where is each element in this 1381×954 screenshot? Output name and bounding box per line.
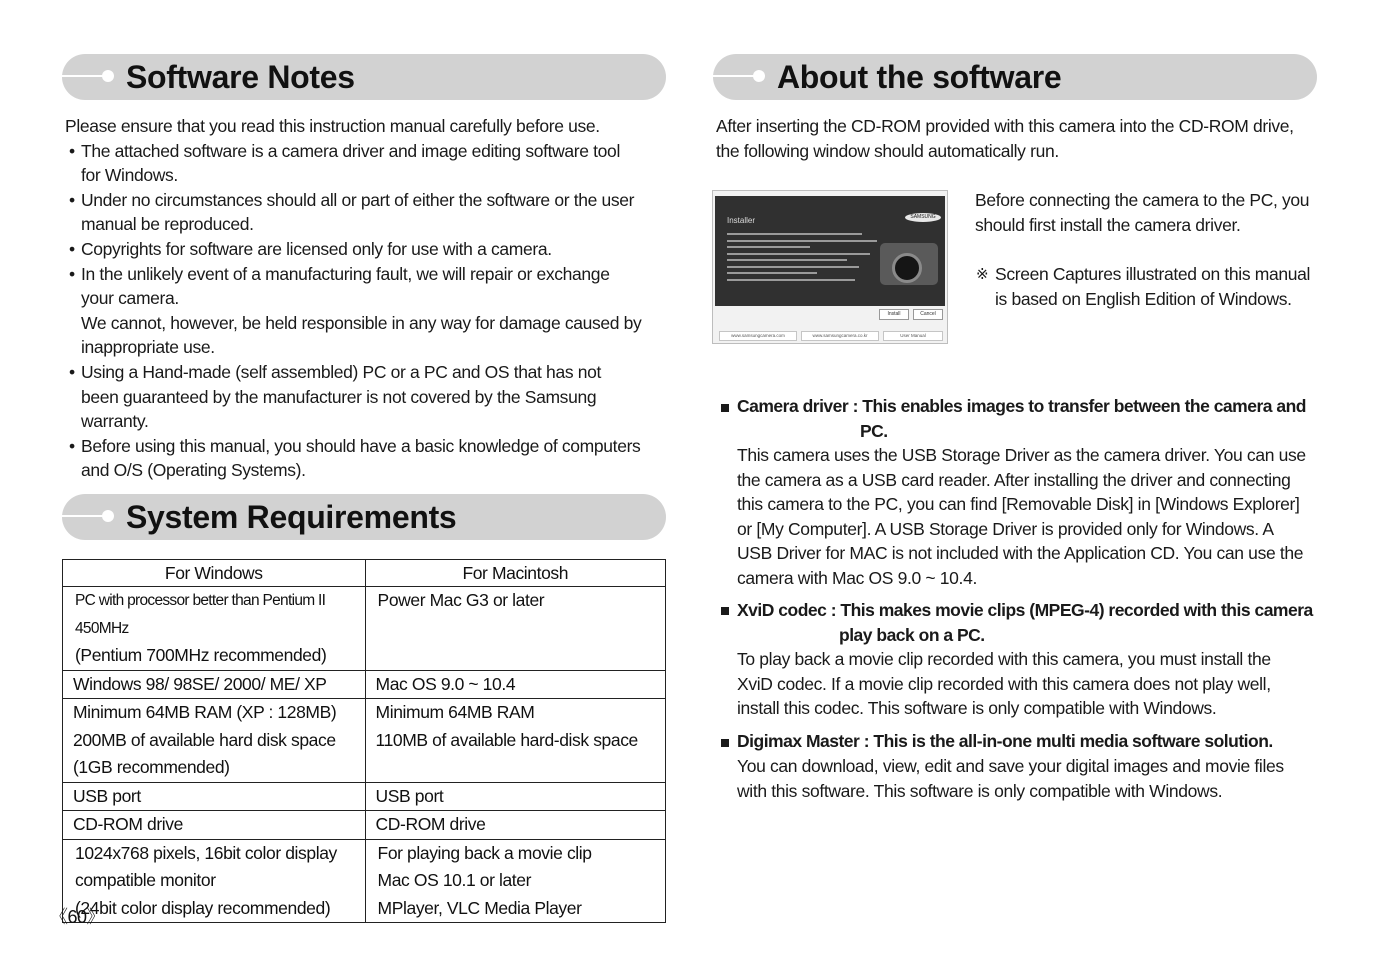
- cell-line: Mac OS 9.0 ~ 10.4: [375, 673, 516, 694]
- table-row: [63, 811, 666, 840]
- system-requirements-table: [62, 559, 666, 923]
- cell-line: Minimum 64MB RAM (XP : 128MB): [73, 702, 337, 722]
- digimax-master-heading: Digimax Master : This is the all-in-one multi media software solution.: [737, 731, 1273, 751]
- install-button: Install: [879, 309, 909, 320]
- cell-line: USB port: [73, 785, 141, 806]
- about-software-title: About the software: [777, 59, 1062, 95]
- software-notes-title: Software Notes: [126, 59, 355, 95]
- xvid-codec-heading: XviD codec : This makes movie clips (MPEG-4) recorded with this camera: [737, 600, 1313, 620]
- list-item: [65, 262, 646, 360]
- xvid-codec-body: To play back a movie clip recorded with this camera, you must install the XviD codec. If a movie clip recorded with this camera does not play well, install this codec. This software is only compatible with Windows.: [737, 649, 1271, 719]
- cell-line: Power Mac G3 or later: [377, 590, 545, 610]
- cell-line: Windows 98/ 98SE/ 2000/ ME/ XP: [73, 673, 327, 694]
- installer-screenshot: [712, 190, 948, 344]
- cell-line: 200MB of available hard disk space: [73, 729, 336, 750]
- bullet-square-icon: [721, 739, 729, 747]
- bullet-square-icon: [721, 607, 729, 615]
- about-intro: After inserting the CD-ROM provided with this camera into the CD-ROM drive, the following window should automatically run.: [716, 116, 1294, 161]
- software-notes-body: [65, 114, 665, 483]
- software-notes-intro: Please ensure that you read this instruction manual carefully before use.: [65, 116, 600, 136]
- cell-line: CD-ROM drive: [375, 814, 486, 834]
- list-item: • Using a Hand-made (self assembled) PC or a PC and OS that has not been guaranteed by the manufacturer is not covered by the Samsung warranty.: [65, 360, 641, 434]
- table-row: [63, 670, 666, 699]
- banner-dot-icon: [753, 70, 765, 82]
- installer-panel: [715, 196, 945, 306]
- banner-dot-icon: [102, 70, 114, 82]
- cell-windows: [63, 782, 366, 811]
- list-item: • Before using this manual, you should have a basic knowledge of computers and O/S (Operating Systems).: [65, 434, 671, 483]
- cell-line: CD-ROM drive: [73, 814, 183, 834]
- cell-line: compatible monitor: [75, 870, 216, 890]
- installer-title: Installer: [727, 216, 756, 225]
- table-row: [63, 839, 666, 923]
- software-notes-list: [65, 139, 665, 483]
- list-item: • The attached software is a camera driver and image editing software tool for Windows.: [65, 139, 641, 188]
- cell-line: USB port: [375, 785, 444, 806]
- cell-line: Mac OS 10.1 or later: [377, 870, 532, 890]
- cell-line: (24bit color display recommended): [75, 897, 331, 918]
- installer-link: www.samsungcamera.com: [719, 331, 797, 341]
- header-macintosh: For Macintosh: [365, 560, 665, 587]
- cell-windows: [63, 839, 366, 923]
- system-requirements-banner: [62, 494, 666, 540]
- samsung-logo: SAMSUNG: [905, 213, 941, 222]
- cell-line: 1024x768 pixels, 16bit color display: [75, 842, 337, 863]
- camera-lens-icon: [892, 253, 922, 283]
- list-item: • Copyrights for software are licensed only for use with a camera.: [65, 237, 665, 262]
- cell-line: (1GB recommended): [73, 757, 230, 777]
- cell-macintosh: [365, 782, 665, 811]
- table-header-row: [63, 560, 666, 587]
- cell-line: For playing back a movie clip: [377, 842, 592, 863]
- table-row: [63, 587, 666, 671]
- cell-line: (Pentium 700MHz recommended): [75, 645, 327, 665]
- cell-line: PC with processor better than Pentium II 450MHz: [75, 592, 326, 637]
- camera-driver-body: This camera uses the USB Storage Driver as the camera driver. You can use the camera as a USB card reader. After installing the driver and connecting this camera to the PC, you can find [Removable Disk] in [Windows Explorer] or [My Computer]. A USB Storage Driver is provided only for Windows. A USB Driver for MAC is not included with the Application CD. You can use the camera with Mac OS 9.0 ~ 10.4.: [737, 445, 1306, 588]
- installer-text-lines: [727, 233, 877, 285]
- cell-line: Minimum 64MB RAM: [375, 702, 535, 722]
- cell-macintosh: [365, 670, 665, 699]
- cell-windows: [63, 587, 366, 671]
- installer-link: User Manual: [883, 331, 943, 341]
- digimax-master-body: You can download, view, edit and save your digital images and movie files with this software. This software is only compatible with Windows.: [737, 756, 1284, 801]
- cell-windows: [63, 699, 366, 783]
- list-item: • Under no circumstances should all or part of either the software or the user manual be reproduced.: [65, 188, 641, 237]
- note-mark-icon: ※: [976, 266, 989, 283]
- list-item-extra: We cannot, however, be held responsible in any way for damage caused by inappropriate use.: [81, 312, 642, 358]
- cell-line: MPlayer, VLC Media Player: [377, 897, 582, 918]
- camera-driver-heading: Camera driver : This enables images to transfer between the camera and: [737, 396, 1306, 416]
- cancel-button: Cancel: [913, 309, 943, 320]
- cell-macintosh: [365, 839, 665, 923]
- about-software-banner: [713, 54, 1317, 100]
- table-row: [63, 782, 666, 811]
- cell-macintosh: [365, 587, 665, 671]
- table-row: [63, 699, 666, 783]
- cell-windows: [63, 670, 366, 699]
- cell-line: 110MB of available hard-disk space: [375, 729, 638, 750]
- bullet-square-icon: [721, 404, 729, 412]
- installer-link: www.samsungcamera.co.kr: [801, 331, 879, 341]
- xvid-codec-heading-cont: play back on a PC.: [839, 625, 985, 645]
- list-item-text: In the unlikely event of a manufacturing fault, we will repair or exchange your camera.: [81, 263, 610, 309]
- screen-capture-note: Screen Captures illustrated on this manual is based on English Edition of Windows.: [995, 264, 1311, 309]
- header-windows: For Windows: [63, 560, 366, 587]
- cell-macintosh: [365, 811, 665, 840]
- page-number: 《60》: [50, 907, 105, 927]
- cell-windows: [63, 811, 366, 840]
- banner-dot-icon: [102, 510, 114, 522]
- system-requirements-title: System Requirements: [126, 499, 457, 535]
- camera-driver-heading-cont: PC.: [860, 421, 888, 441]
- install-note: Before connecting the camera to the PC, you should first install the camera driver.: [975, 190, 1310, 235]
- cell-macintosh: [365, 699, 665, 783]
- software-notes-banner: [62, 54, 666, 100]
